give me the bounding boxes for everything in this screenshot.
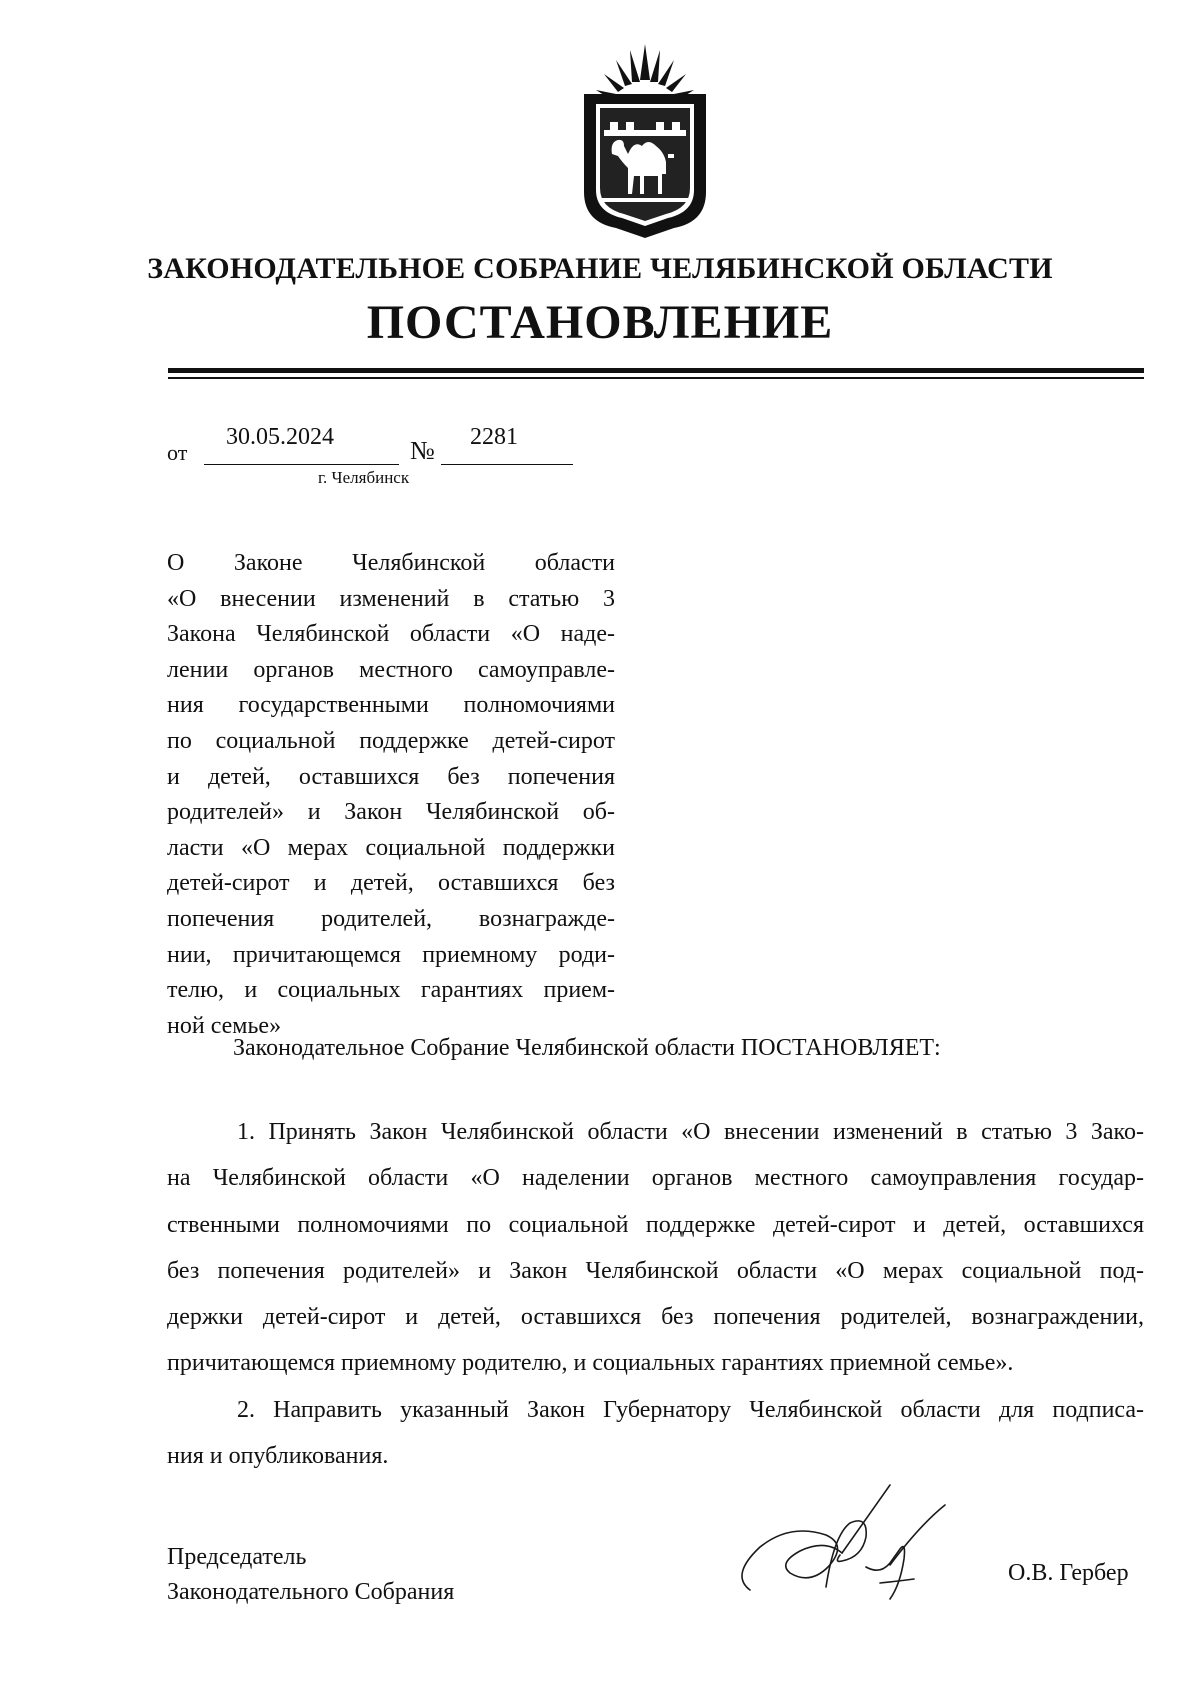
coat-of-arms-icon [570,42,720,242]
date-underline [204,464,399,465]
signatory-title-line: Председатель [167,1544,307,1570]
resolves-statement: Законодательное Собрание Челябинской области ПОСТАНОВЛЯЕТ: [233,1035,941,1061]
body-line: причитающемся приемному родителю, и социальных гарантиях приемной семье». [167,1350,1014,1377]
subject-line: нии, причитающемся приемному роди- [167,941,615,968]
date-prefix-label: от [167,440,188,465]
body-line: ственными полномочиями по социальной поддержке детей-сирот и детей, оставшихся [167,1211,1144,1238]
body-line: 2. Направить указанный Закон Губернатору Челябинской области для подписа- [237,1396,1144,1423]
signatory-title [167,1540,454,1610]
subject-line: ласти «О мерах социальной поддержки [167,834,615,861]
number-underline [441,464,573,465]
document-type: ПОСТАНОВЛЕНИЕ [366,296,834,349]
document-number: 2281 [470,424,518,450]
body-line: без попечения родителей» и Закон Челябинской области «О мерах социальной под- [167,1257,1144,1284]
resolution-body [167,1109,1144,1479]
subject-line: «О внесении изменений в статью 3 [167,585,615,612]
handwritten-signature [730,1475,970,1605]
document-subject [167,546,615,1044]
subject-line: О Законе Челябинской области [167,550,615,576]
organization-title: ЗАКОНОДАТЕЛЬНОЕ СОБРАНИЕ ЧЕЛЯБИНСКОЙ ОБЛАСТИ [147,252,1053,285]
subject-line: и детей, оставшихся без попечения [167,763,615,790]
number-sign: № [410,436,435,465]
body-line: ния и опубликования. [167,1443,389,1470]
subject-line: попечения родителей, вознагражде- [167,905,615,932]
subject-line: ния государственными полномочиями [167,692,615,719]
subject-line: родителей» и Закон Челябинской об- [167,799,615,826]
body-line: на Челябинской области «О наделении органов местного самоуправления государ- [167,1165,1144,1192]
document-city: г. Челябинск [318,468,410,487]
header-rule-thin [168,377,1144,379]
subject-line: лении органов местного самоуправле- [167,656,615,683]
body-line: 1. Принять Закон Челябинской области «О внесении изменений в статью 3 Зако- [237,1119,1144,1145]
document-date: 30.05.2024 [226,424,334,450]
subject-line: по социальной поддержке детей-сирот [167,727,615,754]
body-line: держки детей-сирот и детей, оставшихся без попечения родителей, вознаграждении, [167,1304,1144,1331]
subject-line: Закона Челябинской области «О наде- [167,621,615,648]
signatory-title-line: Законодательного Собрания [167,1579,455,1605]
signatory-name: О.В. Гербер [1008,1560,1129,1586]
subject-line: ной семье» [167,1012,282,1039]
subject-line: детей-сирот и детей, оставшихся без [167,870,615,897]
header-rule-thick [168,368,1144,373]
subject-line: телю, и социальных гарантиях прием- [167,977,615,1004]
